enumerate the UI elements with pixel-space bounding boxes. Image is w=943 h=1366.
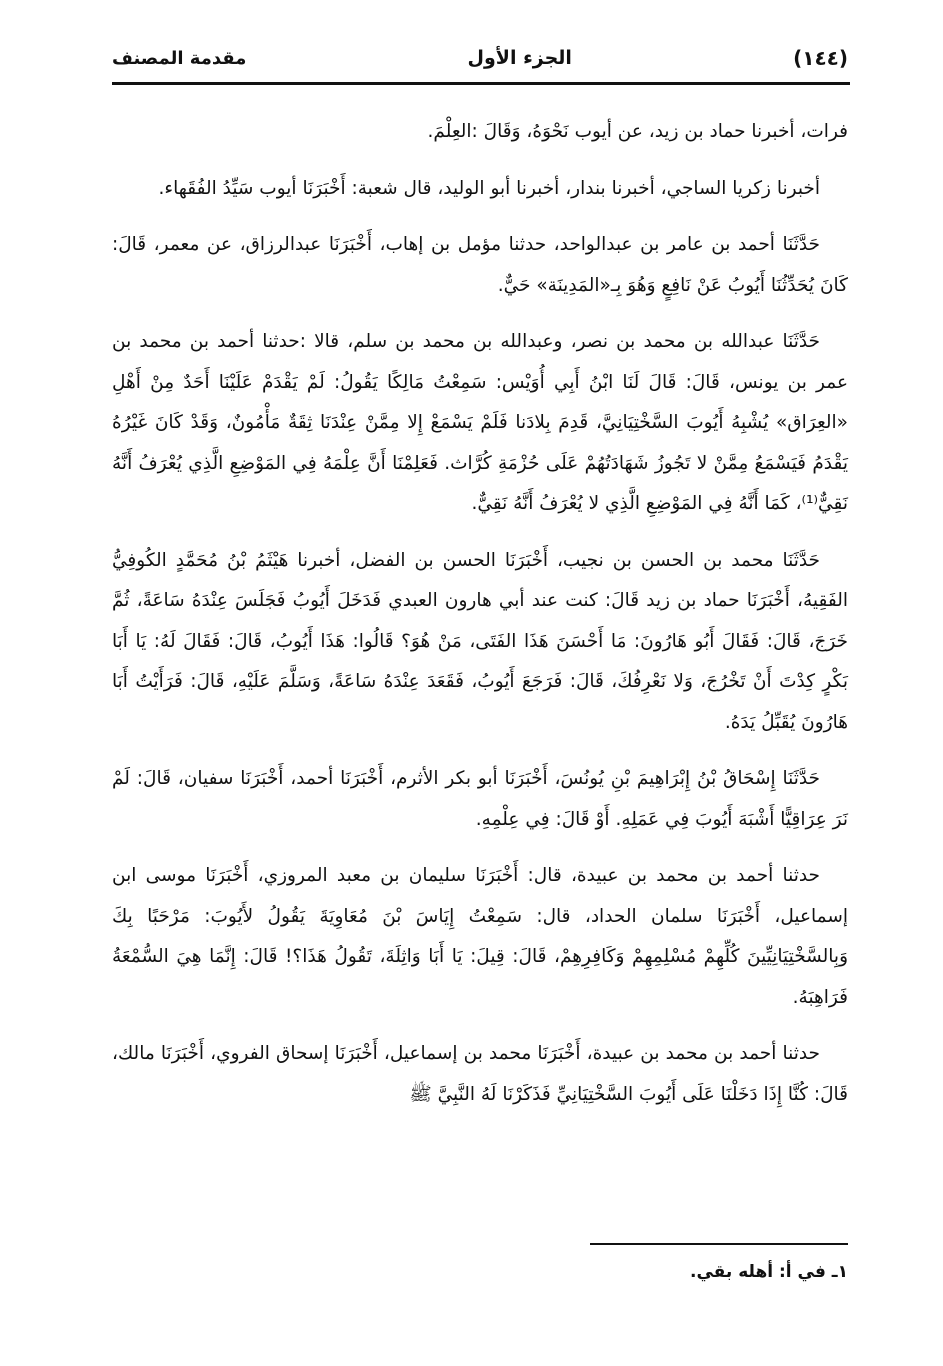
paragraph: حدثنا أحمد بن محمد بن عبيدة، أَخْبَرَنَا محمد بن إسماعيل، أَخْبَرَنَا إسحاق الفروي، أَخْبَرَنَا مالك، قَالَ: كُنَّا إِذَا دَخَلْنَا عَلَى أَيُوبَ السَّخْتِيَانِيِّ فَذَكَرْنَا لَهُ النَّبِيَّ ﷺ	[112, 1043, 848, 1105]
footnote: ١ـ في أ: أهله بقي.	[690, 1262, 848, 1282]
paragraph: حَدَّثَنَا عبدالله بن محمد بن نصر، وعبدالله بن محمد بن سلم، قالا :حدثنا أحمد بن محمد بن عمر بن يونس، قَالَ: قَالَ لَنَا ابْنُ أَبِي أُوَيْس: سَمِعْتُ مَالِكًا يَقُولُ: لَمْ يَقْدَمْ عَلَيْنَا أَحَدٌ مِنْ أَهْلِ «العِرَاق» يُشْبِهُ أَيُوبَ السَّخْتِيَانِيَّ، قَدِمَ بِلادَنا فَلَمْ يَسْمَعْ إِلا مِمَّنْ عِنْدَنَا ثِقَةٌ مَأْمُونٌ، وَقَدْ كَانَ غَيْرُهُ يَقْدَمُ فَيَسْمَعُ مِمَّنْ لا تَجُوزُ شَهَادَتُهُمْ عَلَى حُزْمَةِ كُرَّاث. فَعَلِمْنَا أَنَّ عِلْمَهُ فِي المَوْضِعِ الَّذِي يُعْرَفُ أَنَّهُ نَقِيٌّ⁽¹⁾، كَمَا أَنَّهُ فِي المَوْضِعِ الَّذِي لا يُعْرَفُ أَنَّهُ نَقِيٌّ.	[112, 331, 848, 514]
paragraph: فرات، أخبرنا حماد بن زيد، عن أيوب نَحْوَهُ، وَقَالَ :العِلْمَ.	[427, 121, 848, 142]
paragraph: أخبرنا زكريا الساجي، أخبرنا بندار، أخبرنا أبو الوليد، قال شعبة: أَخْبَرَنَا أيوب سَيِّدُ الفُقَهاء.	[158, 177, 820, 199]
page-body	[112, 112, 848, 1131]
footnote-rule	[590, 1243, 848, 1245]
page-header	[112, 38, 848, 78]
volume-title: الجزء الأول	[467, 47, 572, 69]
paragraph: حَدَّثَنَا إِسْحَاقُ بْنُ إِبْرَاهِيمَ بْنِ يُونُسَ، أَخْبَرَنَا أبو بكر الأثرم، أَخْبَرَنَا أحمد، أَخْبَرَنَا سفيان، قَالَ: لَمْ نَرَ عِرَاقِيًّا أَشْبَهَ أَيُوبَ فِي عَمَلِهِ. أَوْ قَالَ: فِي عِلْمِهِ.	[112, 768, 848, 830]
paragraph: حَدَّثَنَا محمد بن الحسن بن نجيب، أَخْبَرَنَا الحسن بن الفضل، أخبرنا هَيْثَمُ بْنُ مُحَمَّدٍ الكُوفِيُّ الفَقِيهُ، أَخْبَرَنَا حماد بن زيد قَالَ: كنت عند أبي هارون العبدي فَدَخَلَ أَيُوبُ فَجَلَسَ عِنْدَهُ سَاعَةً، ثُمَّ خَرَجَ، قَالَ: فَقَالَ أَبُو هَارُونَ: مَا أَحْسَنَ هَذَا الفَتَى، مَنْ هُوَ؟ قَالُوا: هَذَا أَيُوبُ، قَالَ: فَقَالَ لَهُ: يَا أَبَا بَكْرٍ كِدْتَ أَنْ تَخْرُجَ، وَلا نَعْرِفُكَ، قَالَ: فَرَجَعَ أَيُوبُ، فَقَعَدَ عِنْدَهُ سَاعَةً، وَسَلَّمَ عَلَيْهِ، قَالَ: فَرَأَيْتُ أَبَا هَارُونَ يُقَبِّلُ يَدَهُ.	[112, 549, 848, 733]
section-title: مقدمة المصنف	[112, 47, 247, 69]
paragraph: حدثنا أحمد بن محمد بن عبيدة، قال: أَخْبَرَنَا سليمان بن معبد المروزي، أَخْبَرَنَا موسى ابن إسماعيل، أَخْبَرَنَا سلمان الحداد، قال: سَمِعْتُ إِيَاسَ بْنَ مُعَاوِيَةَ يَقُولُ لأَيُوبَ: مَرْحَبًا بِكَ وَبِالسَّخْتِيَانِيِّينَ كُلِّهِمْ مُسْلِمِهِمْ وَكَافِرِهِمْ، قَالَ: قِيلَ: يَا أَبَا وَاثِلَةَ، تَقُولُ هَذَا؟! قَالَ: إِنَّمَا هِيَ السُّمْعَةُ فَرَاهِبَهُ.	[112, 865, 848, 1008]
header-rule	[112, 82, 850, 85]
page-number: (١٤٤)	[793, 46, 848, 70]
paragraph: حَدَّثَنَا أحمد بن عامر بن عبدالواحد، حدثنا مؤمل بن إهاب، أَخْبَرَنَا عبدالرزاق، عن معمر، قَالَ: كَانَ يُحَدِّثُنَا أَيُوبُ عَنْ نَافِعٍ وَهُوَ بِـ«المَدِينَة» حَيٌّ.	[112, 234, 848, 296]
